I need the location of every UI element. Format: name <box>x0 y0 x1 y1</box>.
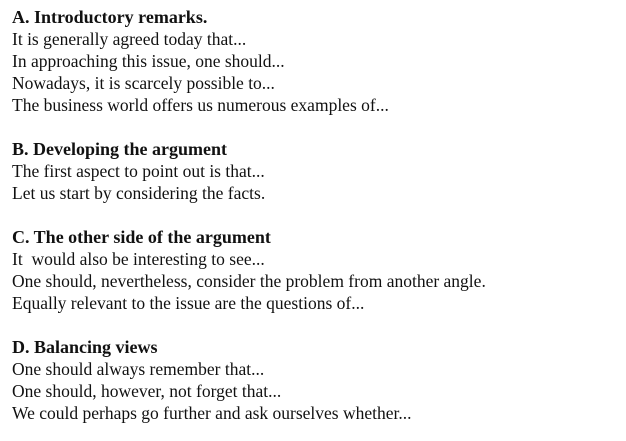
phrase-line: Nowadays, it is scarcely possible to... <box>12 73 275 93</box>
phrase-line: It would also be interesting to see... <box>12 249 265 269</box>
essay-phrases-document <box>12 6 618 424</box>
section-heading: B. Developing the argument <box>12 139 227 159</box>
phrase-line: One should, nevertheless, consider the problem from another angle. <box>12 271 486 291</box>
section-heading: D. Balancing views <box>12 337 158 357</box>
section-introductory-remarks <box>12 6 618 116</box>
section-developing-argument <box>12 138 618 204</box>
section-heading: C. The other side of the argument <box>12 227 271 247</box>
section-balancing-views <box>12 336 618 424</box>
phrase-line: The first aspect to point out is that... <box>12 161 265 181</box>
phrase-line: Equally relevant to the issue are the questions of... <box>12 293 365 313</box>
section-heading: A. Introductory remarks. <box>12 7 208 27</box>
section-other-side <box>12 226 618 314</box>
phrase-line: One should, however, not forget that... <box>12 381 282 401</box>
phrase-line: The business world offers us numerous examples of... <box>12 95 389 115</box>
phrase-line: One should always remember that... <box>12 359 265 379</box>
phrase-line: We could perhaps go further and ask ourselves whether... <box>12 403 412 423</box>
phrase-line: Let us start by considering the facts. <box>12 183 266 203</box>
phrase-line: In approaching this issue, one should... <box>12 51 285 71</box>
phrase-line: It is generally agreed today that... <box>12 29 247 49</box>
